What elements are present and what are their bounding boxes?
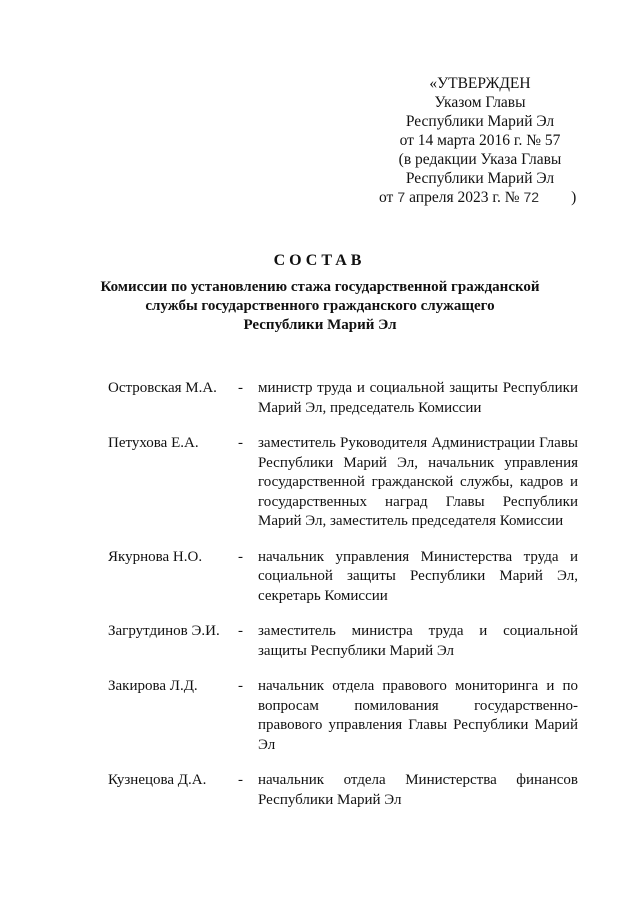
- member-dash: -: [238, 678, 243, 694]
- member-role: заместитель министра труда и социальной защиты Республики Марий Эл: [258, 623, 578, 659]
- approval-line-approved: «УТВЕРЖДЕН: [429, 75, 531, 92]
- subtitle-line-3: Республики Марий Эл: [243, 317, 397, 333]
- member-role: начальник управления Министерства труда и социальной защиты Республики Марий Эл, секретарь Комиссии: [258, 548, 578, 604]
- member-row: [108, 379, 578, 418]
- document-subtitle: [60, 278, 580, 335]
- member-role: заместитель Руководителя Администрации Главы Республики Марий Эл, начальник управления государственной гражданской службы, кадров и государственных наград Главы Республики Марий Эл, заместитель председателя Комиссии: [258, 435, 578, 529]
- member-name: Закирова Л.Д.: [108, 678, 198, 694]
- edition-day: 7: [397, 189, 406, 205]
- member-name: Островская М.А.: [108, 380, 217, 396]
- member-row: [108, 771, 578, 810]
- edition-date-prefix: от: [379, 189, 394, 206]
- member-role: начальник отдела правового мониторинга и по вопросам помилования государственно-правового управления Главы Республики Марий Эл: [258, 678, 578, 753]
- member-row: [108, 434, 578, 532]
- approval-line-original-date: от 14 марта 2016 г. № 57: [399, 132, 561, 149]
- member-name: Кузнецова Д.А.: [108, 772, 207, 788]
- member-dash: -: [238, 623, 243, 639]
- approval-stamp: [380, 74, 580, 207]
- approval-line-republic: Республики Марий Эл: [405, 113, 555, 130]
- member-role: министр труда и социальной защиты Республики Марий Эл, председатель Комиссии: [258, 380, 578, 416]
- member-row: [108, 548, 578, 607]
- approval-line-republic-2: Республики Марий Эл: [405, 170, 555, 187]
- edition-month-year: апреля 2023 г. №: [409, 189, 520, 206]
- members-list: [108, 379, 578, 810]
- member-dash: -: [238, 548, 243, 565]
- edition-number: 72: [523, 189, 540, 205]
- member-dash: -: [238, 772, 243, 788]
- document-title: СОСТАВ: [273, 252, 366, 269]
- member-role: начальник отдела Министерства финансов Республики Марий Эл: [258, 772, 578, 808]
- member-row: [108, 622, 578, 661]
- member-name: Петухова Е.А.: [108, 435, 199, 451]
- member-name: Якурнова Н.О.: [108, 548, 203, 565]
- member-dash: -: [238, 435, 243, 451]
- member-row: [108, 677, 578, 755]
- approval-line-decree: Указом Главы: [434, 94, 526, 111]
- member-name: Загрутдинов Э.И.: [108, 623, 220, 639]
- subtitle-line-1: Комиссии по установлению стажа государственной гражданской: [100, 279, 540, 295]
- edition-closing-paren: ): [571, 189, 577, 206]
- member-dash: -: [238, 380, 243, 396]
- approval-line-edition-date: [379, 188, 579, 207]
- approval-line-edition: (в редакции Указа Главы: [398, 151, 562, 168]
- subtitle-line-2: службы государственного гражданского служащего: [145, 298, 495, 314]
